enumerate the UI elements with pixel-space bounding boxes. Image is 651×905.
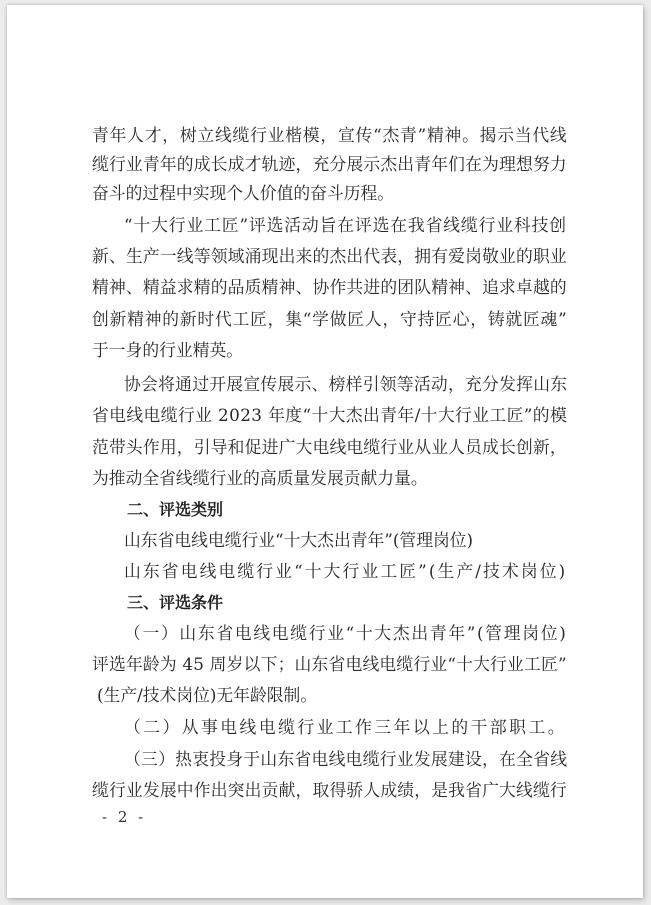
text-line: 缆行业发展中作出突出贡献，取得骄人成绩，是我省广大线缆行 [92, 780, 567, 800]
text-line: 青年人才，树立线缆行业楷模，宣传“杰青”精神。揭示当代线 [92, 125, 568, 145]
section-heading-conditions: 三、评选条件 [127, 593, 224, 612]
text-line: 范带头作用，引导和促进广大电线电缆行业从业人员成长创新， [92, 437, 567, 457]
page-number: - 2 - [102, 808, 147, 826]
section-heading-categories: 二、评选类别 [127, 500, 224, 519]
text-line: 山东省电线电缆行业“十大行业工匠”(生产/技术岗位) [124, 561, 568, 581]
text-line: 山东省电线电缆行业“十大杰出青年”(管理岗位) [124, 530, 474, 550]
text-line: 新、生产一线等领域涌现出来的杰出代表，拥有爱岗敬业的职业 [92, 246, 567, 266]
text-line: “十大行业工匠”评选活动旨在评选在我省线缆行业科技创 [124, 215, 567, 235]
text-line: （二）从事电线电缆行业工作三年以上的干部职工。 [124, 717, 567, 737]
text-line: 精神、精益求精的品质精神、协作共进的团队精神、追求卓越的 [92, 277, 567, 297]
document-page [7, 5, 643, 898]
text-line: 于一身的行业精英。 [92, 340, 244, 360]
text-line: 创新精神的新时代工匠，集“学做匠人，守持匠心，铸就匠魂” [92, 309, 568, 329]
text-line: 评选年龄为 45 周岁以下；山东省电线电缆行业“十大行业工匠” [92, 654, 567, 674]
text-line: 省电线电缆行业 2023 年度“十大杰出青年/十大行业工匠”的模 [92, 405, 568, 425]
text-line: 奋斗的过程中实现个人价值的奋斗历程。 [92, 183, 395, 203]
text-line: 协会将通过开展宣传展示、榜样引领等活动，充分发挥山东 [124, 374, 568, 394]
text-line: （三）热衷投身于山东省电线电缆行业发展建设，在全省线 [124, 749, 568, 769]
text-line: 缆行业青年的成长成才轨迹，充分展示杰出青年们在为理想努力 [92, 154, 567, 174]
text-line: （一）山东省电线电缆行业“十大杰出青年”(管理岗位) [124, 623, 568, 643]
text-line: 为推动全省线缆行业的高质量发展贡献力量。 [92, 468, 428, 488]
text-line: (生产/技术岗位)无年龄限制。 [97, 685, 318, 705]
